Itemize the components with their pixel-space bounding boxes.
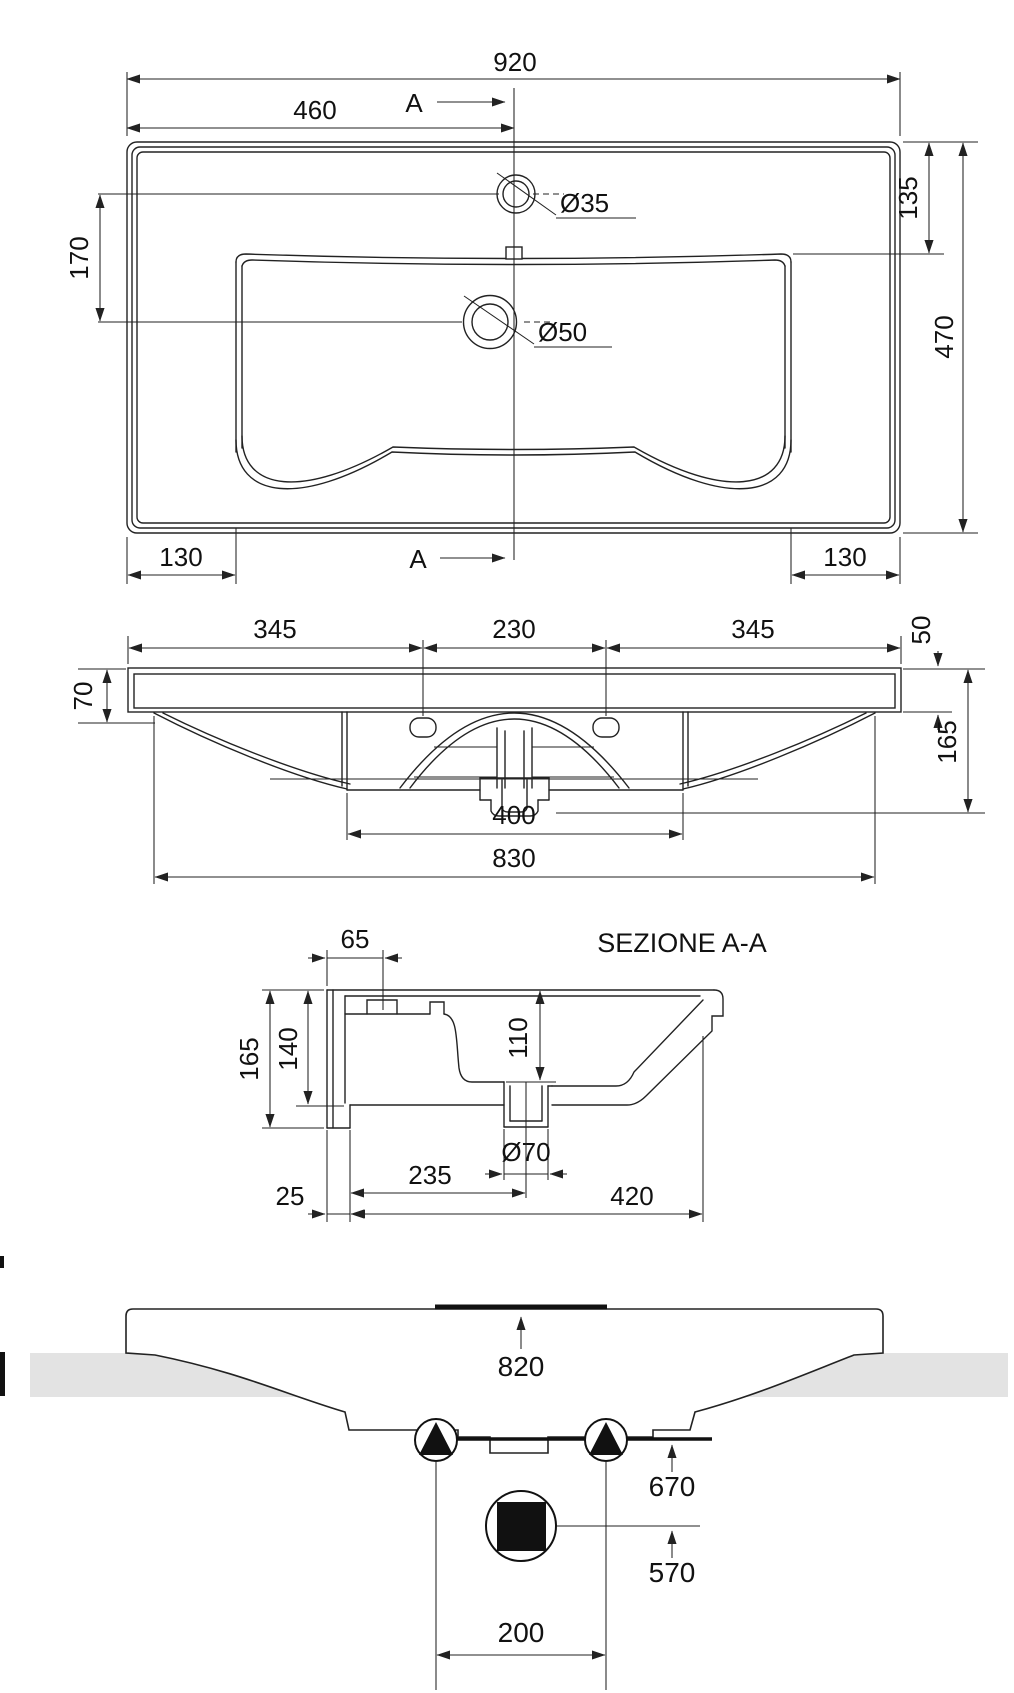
dim-label-830: 830: [492, 843, 536, 873]
dim-label-460: 460: [293, 95, 337, 125]
dim-70: [68, 669, 155, 723]
dim-label-50: 50: [906, 615, 936, 645]
dim-165-front: [556, 670, 985, 813]
dim-570: [557, 1526, 700, 1588]
dim-label-170: 170: [64, 236, 94, 280]
dim-label-110: 110: [503, 1017, 533, 1059]
section-label-bottom: A: [409, 544, 427, 574]
faucet-hole: [98, 173, 636, 218]
section-view: [234, 924, 767, 1222]
dim-110: [503, 991, 556, 1082]
left-margin-mark-small: [0, 1256, 4, 1268]
fixing-holes: [410, 718, 619, 737]
dim-label-140: 140: [273, 1027, 303, 1071]
dim-label-165-front: 165: [932, 720, 962, 764]
dim-label-o70: Ø70: [501, 1137, 551, 1167]
dim-label-135: 135: [893, 176, 923, 220]
front-view: [68, 614, 985, 884]
dim-label-230: 230: [492, 614, 536, 644]
dim-label-345-right: 345: [731, 614, 775, 644]
dim-460: [127, 95, 514, 128]
dim-label-200: 200: [497, 1617, 545, 1648]
fixing-symbol-right: [585, 1419, 627, 1461]
dim-label-345-left: 345: [253, 614, 297, 644]
front-body: [128, 668, 901, 790]
left-margin-mark-large: [0, 1352, 5, 1396]
dim-label-420: 420: [610, 1181, 654, 1211]
section-arrow-bottom: [409, 544, 505, 574]
dim-label-25: 25: [275, 1181, 305, 1211]
dim-130-right: [791, 528, 900, 584]
installation-view: [0, 1256, 1008, 1690]
dim-label-o35: Ø35: [560, 188, 610, 218]
dim-400: [347, 793, 683, 840]
section-label-top: A: [405, 88, 423, 118]
dim-65: [308, 924, 402, 1010]
dim-row-345-230-345: [128, 614, 901, 716]
bowl-arch: [400, 713, 629, 788]
dim-label-130-left: 130: [159, 542, 203, 572]
dim-label-165-section: 165: [234, 1037, 264, 1081]
dim-135: [793, 142, 978, 254]
dim-label-o50: Ø50: [538, 317, 588, 347]
fixing-symbol-left: [415, 1419, 457, 1461]
dim-170: [64, 195, 100, 321]
dim-label-400: 400: [492, 800, 536, 830]
dim-670: [649, 1445, 696, 1502]
dim-row-25-420: [276, 1036, 703, 1222]
dim-label-920: 920: [493, 47, 537, 77]
dim-label-70: 70: [68, 681, 98, 711]
dim-label-65: 65: [340, 924, 370, 954]
dim-label-130-right: 130: [823, 542, 867, 572]
top-view: [64, 47, 978, 584]
section-arrow-top: [405, 88, 505, 118]
dim-label-820: 820: [497, 1351, 545, 1382]
dim-50: [903, 616, 985, 730]
dim-label-670: 670: [648, 1471, 696, 1502]
dim-label-235: 235: [408, 1160, 452, 1190]
dim-235: [351, 1082, 526, 1198]
dim-130-left: [127, 528, 236, 584]
section-title: SEZIONE A-A: [597, 928, 767, 958]
drain-hole: [98, 296, 612, 349]
drain-symbol: [486, 1491, 556, 1561]
dim-label-570: 570: [648, 1557, 696, 1588]
dim-label-470: 470: [929, 315, 959, 359]
